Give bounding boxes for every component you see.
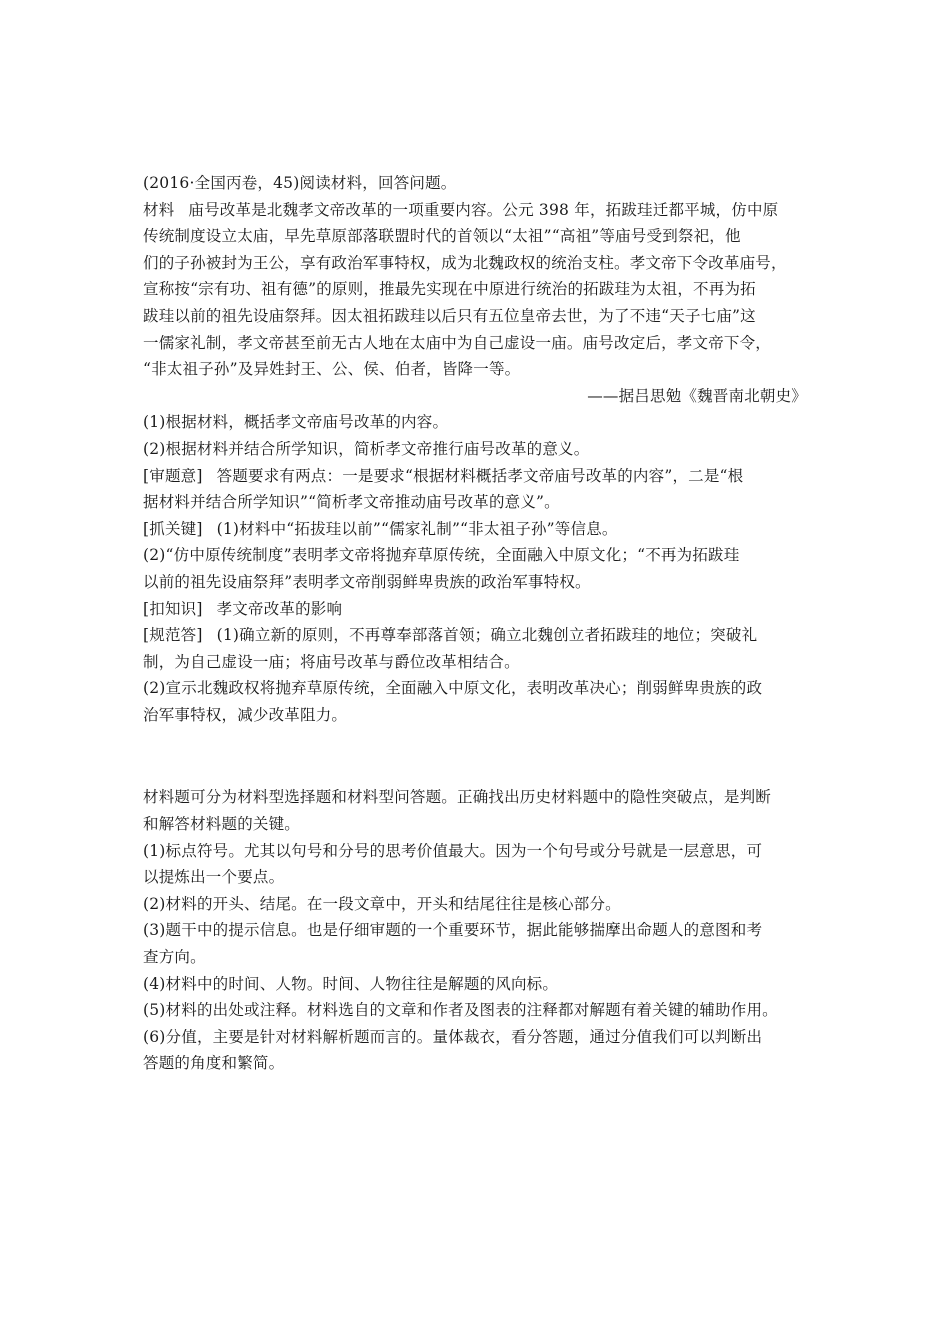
document-page bbox=[143, 170, 815, 1077]
analysis-kouzhishi bbox=[143, 596, 815, 623]
material-line: 一儒家礼制，孝文帝甚至前无古人地在太庙中为自己虚设一庙。庙号改定后，孝文帝下令， bbox=[143, 333, 772, 352]
section-spacer bbox=[143, 728, 815, 784]
tips-line: (1)标点符号。尤其以句号和分号的思考价值最大。因为一个句号或分号就是一层意思，可 bbox=[143, 841, 763, 860]
shentiyi-label: [审题意] bbox=[143, 466, 203, 485]
analysis-zhuaguanjian bbox=[143, 516, 815, 543]
material-line: 跋珪以前的祖先设庙祭拜。因太祖拓跋珪以后只有五位皇帝去世，为了不违“天子七庙”这 bbox=[143, 306, 756, 325]
material-line: 们的子孙被封为王公，享有政治军事特权，成为北魏政权的统治支柱。孝文帝下令改革庙号， bbox=[143, 253, 787, 272]
shentiyi-text: 答题要求有两点：一是要求“根据材料概括孝文帝庙号改革的内容”，二是“根 bbox=[216, 466, 744, 485]
zhuaguanjian-text: (1)材料中“拓拔珪以前”“儒家礼制”“非太祖子孙”等信息。 bbox=[216, 519, 618, 538]
material-line: 传统制度设立太庙，早先草原部落联盟时代的首领以“太祖”“高祖”等庙号受到祭祀，他 bbox=[143, 227, 741, 246]
material-line: 宣称按“宗有功、祖有德”的原则，推最先实现在中原进行统治的拓跋珪为太祖，不再为拓 bbox=[143, 280, 756, 299]
kouzhishi-text: 孝文帝改革的影响 bbox=[216, 599, 343, 618]
tips-line: (2)材料的开头、结尾。在一段文章中，开头和结尾往往是核心部分。 bbox=[143, 894, 621, 913]
material-text: 庙号改革是北魏孝文帝改革的一项重要内容。公元 398 年，拓跋珪迁都平城，仿中原 bbox=[188, 200, 779, 219]
analysis-line: 以前的祖先设庙祭拜”表明孝文帝削弱鲜卑贵族的政治军事特权。 bbox=[143, 572, 591, 591]
material-line: “非太祖子孙”及异姓封王、公、侯、伯者，皆降一等。 bbox=[143, 360, 521, 379]
guifanda-label: [规范答] bbox=[143, 626, 203, 645]
analysis-line: 制，为自己虚设一庙；将庙号改革与爵位改革相结合。 bbox=[143, 652, 520, 671]
kouzhishi-label: [扣知识] bbox=[143, 599, 203, 618]
tips-line: (4)材料中的时间、人物。时间、人物往往是解题的风向标。 bbox=[143, 974, 559, 993]
tips-line: 材料题可分为材料型选择题和材料型问答题。正确找出历史材料题中的隐性突破点，是判断 bbox=[143, 788, 772, 807]
question-1: (1)根据材料，概括孝文帝庙号改革的内容。 bbox=[143, 413, 449, 432]
analysis-line: (2)“仿中原传统制度”表明孝文帝将抛弃草原传统，全面融入中原文化；“不再为拓跋珪 bbox=[143, 546, 740, 565]
tips-line: 答题的角度和繁简。 bbox=[143, 1054, 285, 1073]
tips-line: (3)题干中的提示信息。也是仔细审题的一个重要环节，据此能够揣摩出命题人的意图和考 bbox=[143, 921, 763, 940]
analysis-shentiyi bbox=[143, 463, 815, 490]
guifanda-text: (1)确立新的原则，不再尊奉部落首领；确立北魏创立者拓跋珪的地位；突破礼 bbox=[216, 626, 758, 645]
tips-line: 以提炼出一个要点。 bbox=[143, 868, 285, 887]
tips-line: (5)材料的出处或注释。材料选自的文章和作者及图表的注释都对解题有着关键的辅助作用。 bbox=[143, 1001, 778, 1020]
tips-line: 查方向。 bbox=[143, 948, 206, 967]
analysis-line: (2)宣示北魏政权将抛弃草原传统，全面融入中原文化，表明改革决心；削弱鲜卑贵族的政 bbox=[143, 679, 763, 698]
material-label: 材料 bbox=[143, 200, 175, 219]
analysis-line: 据材料并结合所学知识”“简析孝文帝推动庙号改革的意义”。 bbox=[143, 493, 560, 512]
problem-source: (2016·全国丙卷，45)阅读材料，回答问题。 bbox=[143, 174, 457, 192]
zhuaguanjian-label: [抓关键] bbox=[143, 519, 203, 538]
tips-line: 和解答材料题的关键。 bbox=[143, 815, 301, 834]
material-line bbox=[143, 197, 815, 224]
question-2: (2)根据材料并结合所学知识，简析孝文帝推行庙号改革的意义。 bbox=[143, 439, 590, 458]
analysis-guifanda bbox=[143, 622, 815, 649]
tips-line: (6)分值，主要是针对材料解析题而言的。量体裁衣，看分答题，通过分值我们可以判断出 bbox=[143, 1027, 763, 1046]
citation: ——据吕思勉《魏晋南北朝史》 bbox=[587, 386, 807, 405]
analysis-line: 治军事特权，减少改革阻力。 bbox=[143, 705, 348, 724]
